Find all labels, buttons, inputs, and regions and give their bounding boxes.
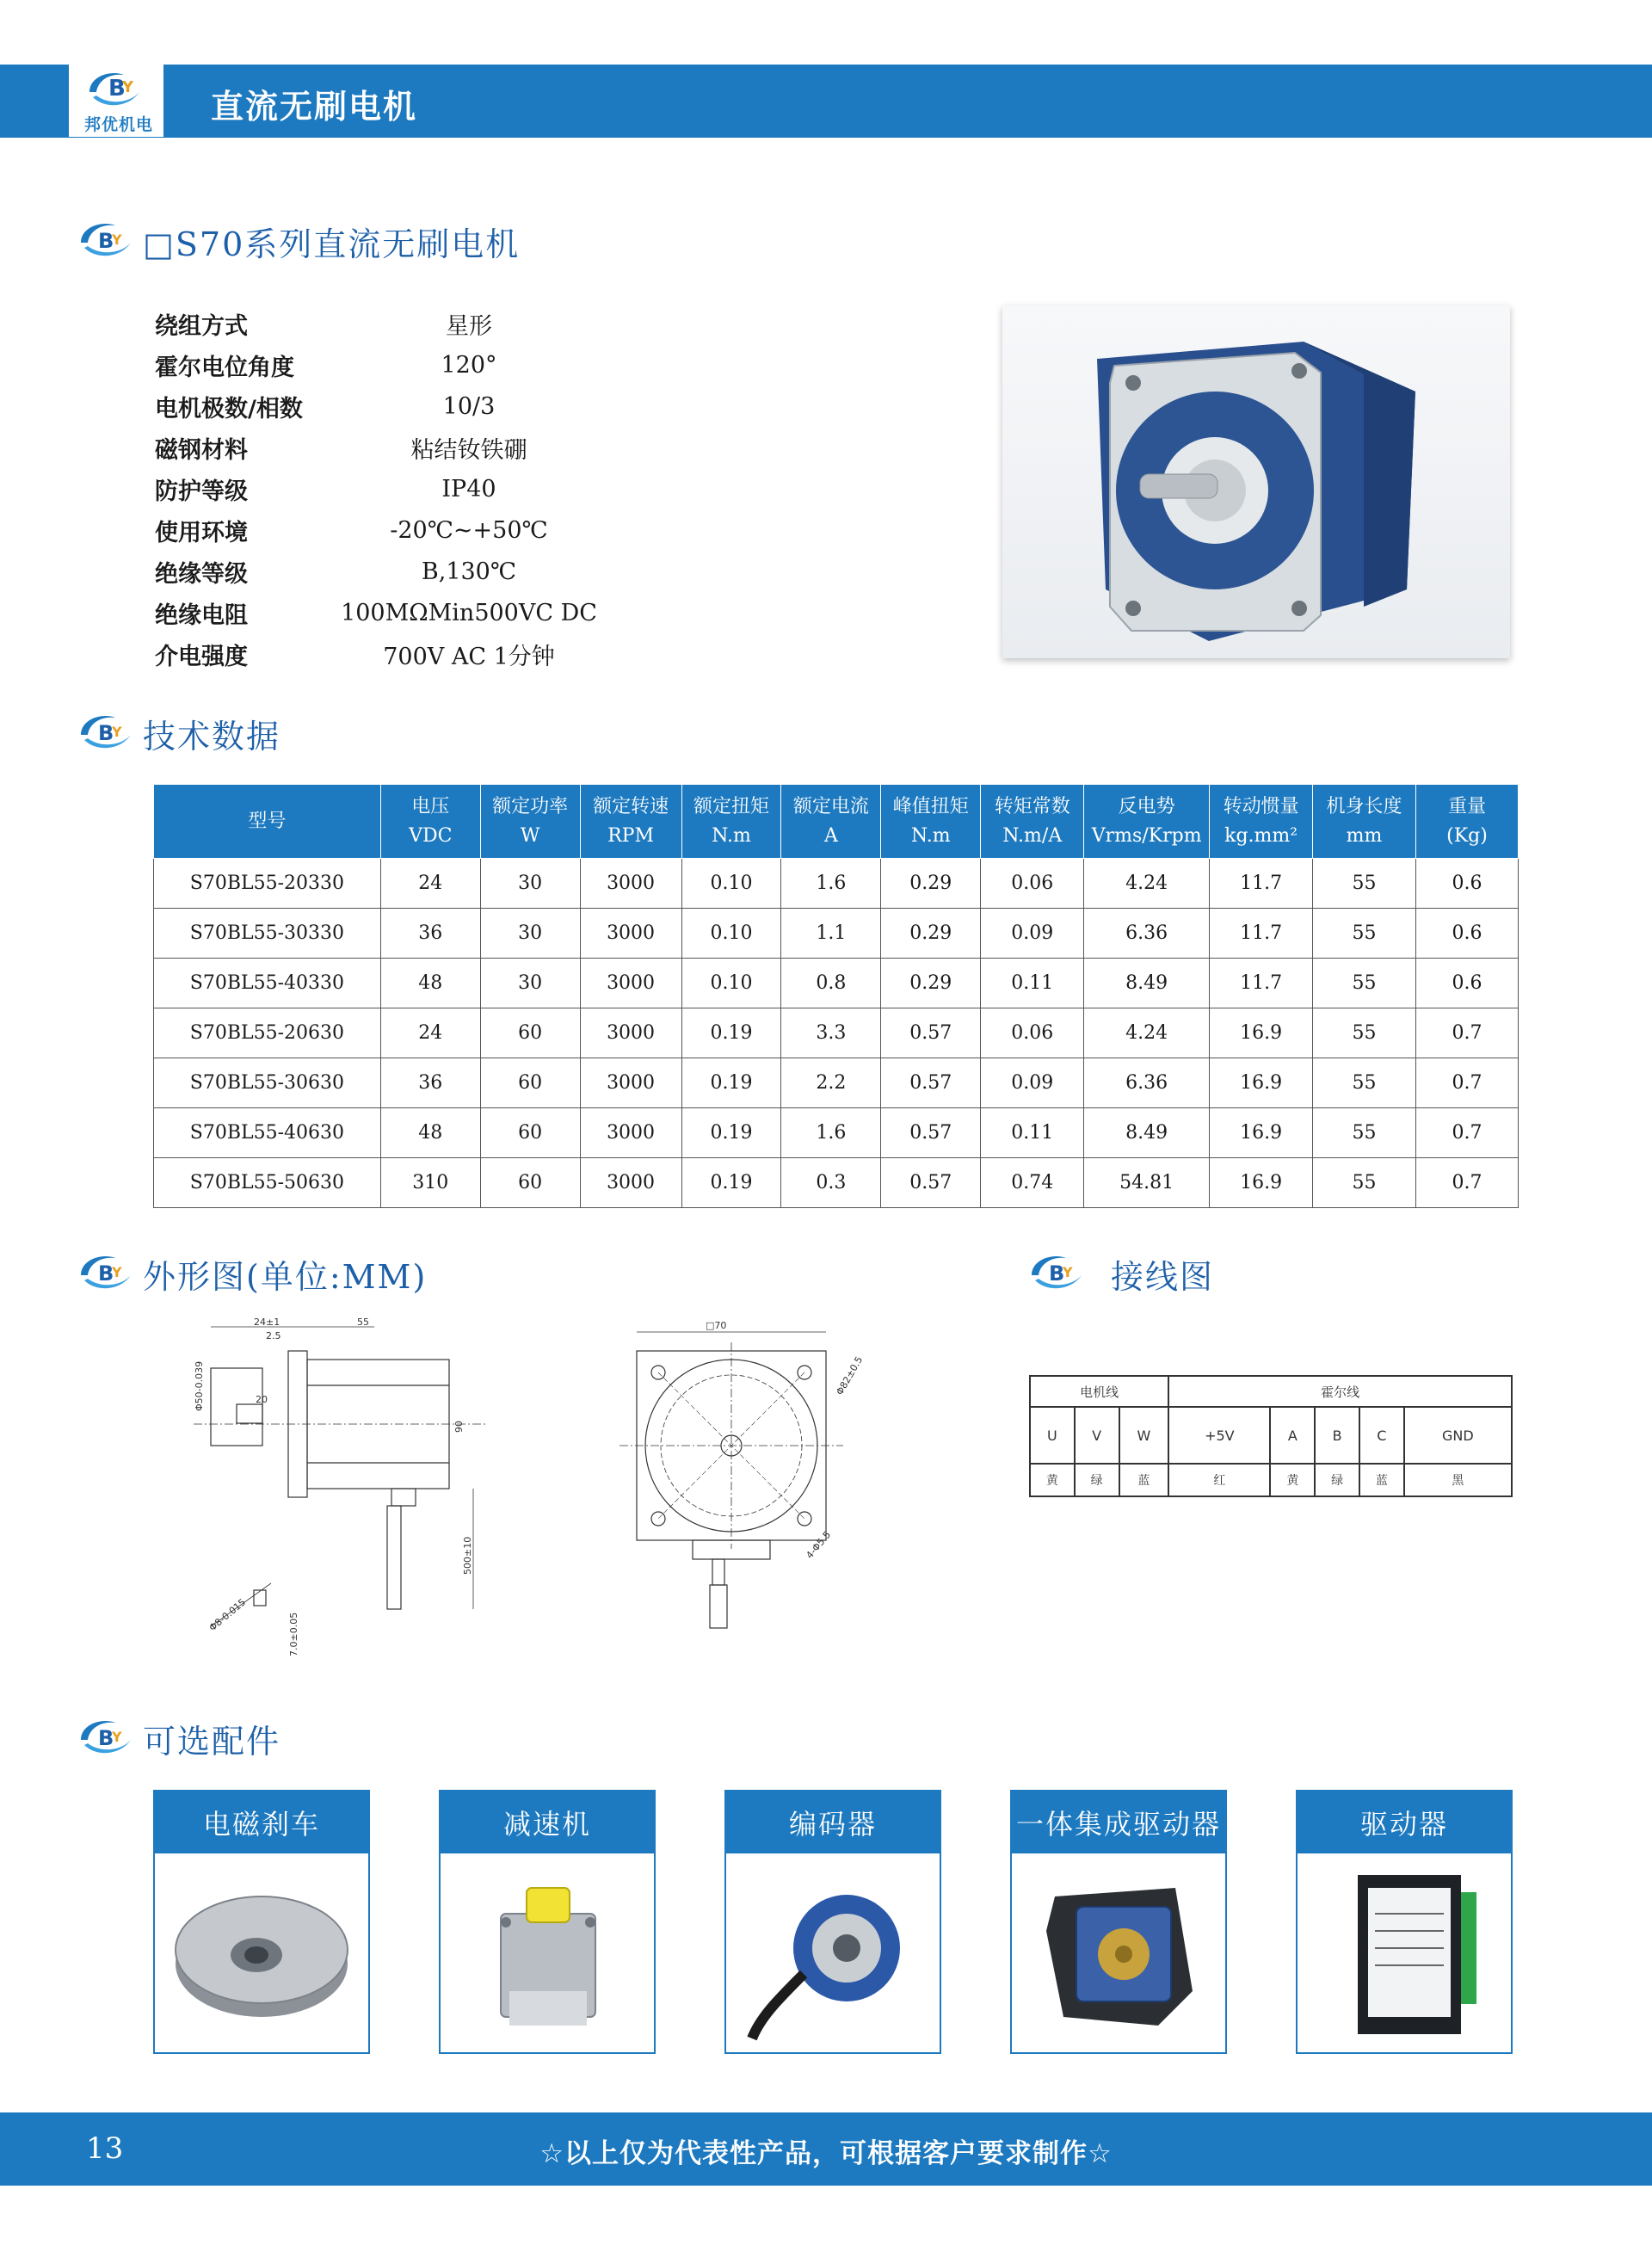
spec-value: 粘结钕铁硼 (410, 436, 527, 464)
table-cell: 4.24 (1084, 1008, 1210, 1058)
motor-image (1002, 305, 1510, 658)
table-cell: 16.9 (1210, 1158, 1313, 1208)
spec-key: 防护等级 (155, 478, 248, 505)
wiring-group-motor: 电机线 (1030, 1376, 1168, 1407)
model-cell: S70BL55-50630 (154, 1158, 381, 1208)
table-cell: 0.10 (681, 959, 781, 1008)
svg-text:Y: Y (1063, 1264, 1073, 1280)
table-cell: 24 (380, 1008, 480, 1058)
series-heading (77, 217, 520, 265)
spec-value: 星形 (446, 312, 492, 340)
wiring-group-row (1030, 1376, 1512, 1407)
dim-label: 2.5 (266, 1330, 281, 1341)
column-header: 额定功率 W (480, 785, 580, 859)
table-cell: 48 (380, 1108, 480, 1158)
wiring-heading (1028, 1249, 1214, 1298)
spec-value: -20℃~+50℃ (390, 516, 548, 544)
table-cell: 0.10 (681, 859, 781, 909)
svg-text:B: B (1049, 1261, 1065, 1286)
wiring-signal: V (1075, 1407, 1119, 1464)
side-view-drawing (194, 1317, 503, 1661)
dim-label: 20 (256, 1394, 268, 1405)
integrated-driver-image (1012, 1853, 1225, 2052)
table-cell: 3000 (580, 1108, 681, 1158)
column-header: 额定电流 A (781, 785, 881, 859)
accessories-heading (77, 1714, 280, 1762)
table-cell: 0.7 (1416, 1058, 1519, 1108)
table-cell: 3.3 (781, 1008, 881, 1058)
svg-text:B: B (98, 1726, 114, 1750)
table-cell: 11.7 (1210, 859, 1313, 909)
spec-value: 10/3 (442, 392, 496, 420)
table-header-row (154, 785, 1519, 859)
table-cell: 0.09 (981, 909, 1084, 959)
table-cell: 0.10 (681, 909, 781, 959)
table-cell: 1.1 (781, 909, 881, 959)
section-logo-icon (77, 1716, 136, 1761)
table-cell: 3000 (580, 859, 681, 909)
accessory-card-integrated-driver (1010, 1790, 1227, 2054)
table-cell: 3000 (580, 909, 681, 959)
table-row (154, 1158, 1519, 1208)
table-cell: 36 (380, 1058, 480, 1108)
table-cell: 0.06 (981, 859, 1084, 909)
footer-note: ☆以上仅为代表性产品，可根据客户要求制作☆ (539, 2138, 1113, 2169)
model-cell: S70BL55-30330 (154, 909, 381, 959)
table-cell: 0.19 (681, 1158, 781, 1208)
table-cell: 0.8 (781, 959, 881, 1008)
table-cell: 30 (480, 859, 580, 909)
table-cell: 0.11 (981, 959, 1084, 1008)
table-row (154, 1108, 1519, 1158)
spec-key: 霍尔电位角度 (155, 354, 294, 381)
accessory-card-encoder (724, 1790, 941, 2054)
spec-value: IP40 (441, 475, 496, 503)
svg-text:B: B (98, 229, 114, 253)
brake-image (155, 1853, 368, 2052)
svg-text:Y: Y (112, 1264, 122, 1280)
section-logo-icon (77, 711, 136, 755)
dim-label: 500±10 (462, 1536, 473, 1575)
spec-row (155, 592, 637, 633)
dim-label: 4-Φ5.5 (804, 1529, 834, 1561)
spec-row (155, 633, 637, 675)
svg-text:B: B (108, 76, 126, 102)
spec-key: 绝缘电阻 (155, 601, 248, 629)
table-cell: 55 (1313, 909, 1416, 959)
spec-row (155, 509, 637, 551)
wiring-color: 红 (1168, 1464, 1270, 1496)
table-cell: 0.09 (981, 1058, 1084, 1108)
wiring-color: 黄 (1270, 1464, 1315, 1496)
table-cell: 0.11 (981, 1108, 1084, 1158)
wiring-signal: GND (1404, 1407, 1512, 1464)
table-cell: 1.6 (781, 1108, 881, 1158)
wiring-color-row (1030, 1464, 1512, 1496)
svg-text:Y: Y (112, 724, 122, 740)
table-row (154, 1008, 1519, 1058)
table-body (154, 859, 1519, 1208)
table-cell: 60 (480, 1008, 580, 1058)
accessory-card-reducer (439, 1790, 656, 2054)
table-row (154, 1058, 1519, 1108)
model-cell: S70BL55-40630 (154, 1108, 381, 1158)
table-cell: 0.7 (1416, 1158, 1519, 1208)
wiring-color: 蓝 (1359, 1464, 1404, 1496)
model-cell: S70BL55-40330 (154, 959, 381, 1008)
table-cell: 0.57 (881, 1008, 981, 1058)
wiring-color: 黄 (1030, 1464, 1075, 1496)
encoder-image (726, 1853, 940, 2052)
table-cell: 30 (480, 909, 580, 959)
spec-value: 100MΩMin500VC DC (341, 599, 597, 626)
table-cell: 55 (1313, 1008, 1416, 1058)
accessory-label: 驱动器 (1298, 1792, 1511, 1853)
section-logo-icon (1028, 1251, 1087, 1296)
accessory-label: 编码器 (726, 1792, 940, 1853)
reducer-image (441, 1853, 654, 2052)
spec-row (155, 551, 637, 592)
spec-row (155, 427, 637, 468)
model-cell: S70BL55-20630 (154, 1008, 381, 1058)
table-cell: 3000 (580, 959, 681, 1008)
spec-key: 使用环境 (155, 519, 248, 546)
table-cell: 48 (380, 959, 480, 1008)
wiring-color: 黑 (1404, 1464, 1512, 1496)
table-cell: 0.57 (881, 1158, 981, 1208)
column-header: 型号 (154, 785, 381, 859)
spec-row (155, 344, 637, 385)
wiring-color: 绿 (1315, 1464, 1359, 1496)
model-cell: S70BL55-30630 (154, 1058, 381, 1108)
svg-text:B: B (98, 1261, 114, 1286)
column-header: 电压 VDC (380, 785, 480, 859)
table-cell: 16.9 (1210, 1008, 1313, 1058)
dim-label: 24±1 (254, 1317, 280, 1328)
page-number: 13 (86, 2131, 124, 2166)
table-cell: 60 (480, 1108, 580, 1158)
table-cell: 16.9 (1210, 1058, 1313, 1108)
wiring-color: 蓝 (1119, 1464, 1169, 1496)
section-logo-icon (77, 1251, 136, 1296)
header-title: 直流无刷电机 (211, 88, 418, 126)
spec-row (155, 303, 637, 344)
table-row (154, 859, 1519, 909)
front-view-drawing (611, 1317, 869, 1661)
table-cell: 1.6 (781, 859, 881, 909)
wiring-signal: A (1270, 1407, 1315, 1464)
wiring-signal: U (1030, 1407, 1075, 1464)
table-cell: 24 (380, 859, 480, 909)
spec-row (155, 468, 637, 509)
dim-label: 7.0±0.05 (288, 1612, 299, 1656)
table-cell: 0.19 (681, 1008, 781, 1058)
table-cell: 0.3 (781, 1158, 881, 1208)
table-cell: 3000 (580, 1058, 681, 1108)
dim-label: Φ82±0.5 (834, 1354, 866, 1397)
table-cell: 30 (480, 959, 580, 1008)
motor-photo (1002, 305, 1510, 658)
wiring-title: 接线图 (1111, 1257, 1215, 1296)
svg-text:Y: Y (112, 1729, 122, 1745)
spec-value: 700V AC 1分钟 (383, 643, 555, 670)
table-cell: 0.7 (1416, 1108, 1519, 1158)
accessory-label: 一体集成驱动器 (1012, 1792, 1225, 1853)
table-cell: 0.29 (881, 909, 981, 959)
spec-key: 绝缘等级 (155, 560, 248, 588)
column-header: 额定扭矩 N.m (681, 785, 781, 859)
table-cell: 0.6 (1416, 859, 1519, 909)
spec-key: 磁钢材料 (155, 436, 248, 464)
logo-text: 邦优机电 (83, 115, 153, 134)
tech-heading (77, 709, 280, 757)
table-row (154, 909, 1519, 959)
table-cell: 310 (380, 1158, 480, 1208)
table-cell: 0.7 (1416, 1008, 1519, 1058)
wiring-signal-row (1030, 1407, 1512, 1464)
spec-value: 120° (441, 351, 497, 379)
page-header (0, 65, 1652, 138)
table-cell: 60 (480, 1058, 580, 1108)
table-cell: 55 (1313, 1058, 1416, 1108)
column-header: 转矩常数 N.m/A (981, 785, 1084, 859)
column-header: 重量 (Kg) (1416, 785, 1519, 859)
table-cell: 0.19 (681, 1108, 781, 1158)
dim-label: Φ50-0.039 (194, 1360, 205, 1411)
spec-list (155, 303, 637, 675)
tech-data-table (153, 784, 1519, 1208)
table-cell: 2.2 (781, 1058, 881, 1108)
accessory-label: 电磁刹车 (155, 1792, 368, 1853)
outline-heading (77, 1249, 427, 1298)
accessory-card-brake (153, 1790, 370, 2054)
section-logo-icon (77, 219, 136, 263)
table-cell: 6.36 (1084, 909, 1210, 959)
accessory-card-driver (1296, 1790, 1513, 2054)
table-row (154, 959, 1519, 1008)
table-cell: 55 (1313, 1108, 1416, 1158)
table-cell: 0.19 (681, 1058, 781, 1108)
table-cell: 16.9 (1210, 1108, 1313, 1158)
svg-text:Y: Y (112, 231, 122, 248)
column-header: 额定转速 RPM (580, 785, 681, 859)
wiring-signal: W (1119, 1407, 1169, 1464)
spec-key: 介电强度 (155, 643, 248, 670)
table-cell: 6.36 (1084, 1058, 1210, 1108)
spec-row (155, 385, 637, 427)
dim-label: 55 (357, 1317, 369, 1328)
driver-image (1298, 1853, 1511, 2052)
table-cell: 55 (1313, 859, 1416, 909)
svg-text:B: B (98, 721, 114, 745)
table-cell: 8.49 (1084, 959, 1210, 1008)
outline-title: 外形图(单位:MM) (143, 1257, 428, 1296)
series-title: □S70系列直流无刷电机 (143, 225, 521, 263)
accessory-label: 减速机 (441, 1792, 654, 1853)
table-cell: 0.6 (1416, 959, 1519, 1008)
table-cell: 36 (380, 909, 480, 959)
table-cell: 0.29 (881, 859, 981, 909)
wiring-table (1029, 1375, 1513, 1497)
table-cell: 55 (1313, 959, 1416, 1008)
wiring-signal: C (1359, 1407, 1404, 1464)
accessories-title: 可选配件 (143, 1722, 281, 1761)
table-cell: 60 (480, 1158, 580, 1208)
table-cell: 0.74 (981, 1158, 1084, 1208)
dim-label: Φ8-0.015 (206, 1596, 249, 1634)
table-cell: 3000 (580, 1158, 681, 1208)
logo-icon (84, 66, 146, 111)
table-cell: 8.49 (1084, 1108, 1210, 1158)
company-logo (69, 63, 163, 137)
spec-value: B,130℃ (421, 558, 517, 585)
tech-title: 技术数据 (143, 717, 281, 755)
column-header: 峰值扭矩 N.m (881, 785, 981, 859)
table-cell: 11.7 (1210, 959, 1313, 1008)
table-cell: 0.06 (981, 1008, 1084, 1058)
page-footer (0, 2112, 1652, 2186)
wiring-signal: +5V (1168, 1407, 1270, 1464)
model-cell: S70BL55-20330 (154, 859, 381, 909)
dim-label: 90 (453, 1421, 465, 1433)
svg-text:Y: Y (122, 78, 134, 96)
table-cell: 0.6 (1416, 909, 1519, 959)
column-header: 机身长度 mm (1313, 785, 1416, 859)
table-cell: 3000 (580, 1008, 681, 1058)
table-cell: 55 (1313, 1158, 1416, 1208)
column-header: 反电势 Vrms/Krpm (1084, 785, 1210, 859)
wiring-group-hall: 霍尔线 (1168, 1376, 1512, 1407)
table-cell: 0.57 (881, 1058, 981, 1108)
table-cell: 54.81 (1084, 1158, 1210, 1208)
table-cell: 0.57 (881, 1108, 981, 1158)
dim-label: □70 (706, 1320, 727, 1331)
table-cell: 11.7 (1210, 909, 1313, 959)
wiring-color: 绿 (1075, 1464, 1119, 1496)
wiring-signal: B (1315, 1407, 1359, 1464)
column-header: 转动惯量 kg.mm² (1210, 785, 1313, 859)
table-cell: 4.24 (1084, 859, 1210, 909)
spec-key: 电机极数/相数 (155, 395, 303, 422)
table-cell: 0.29 (881, 959, 981, 1008)
spec-key: 绕组方式 (155, 312, 248, 340)
